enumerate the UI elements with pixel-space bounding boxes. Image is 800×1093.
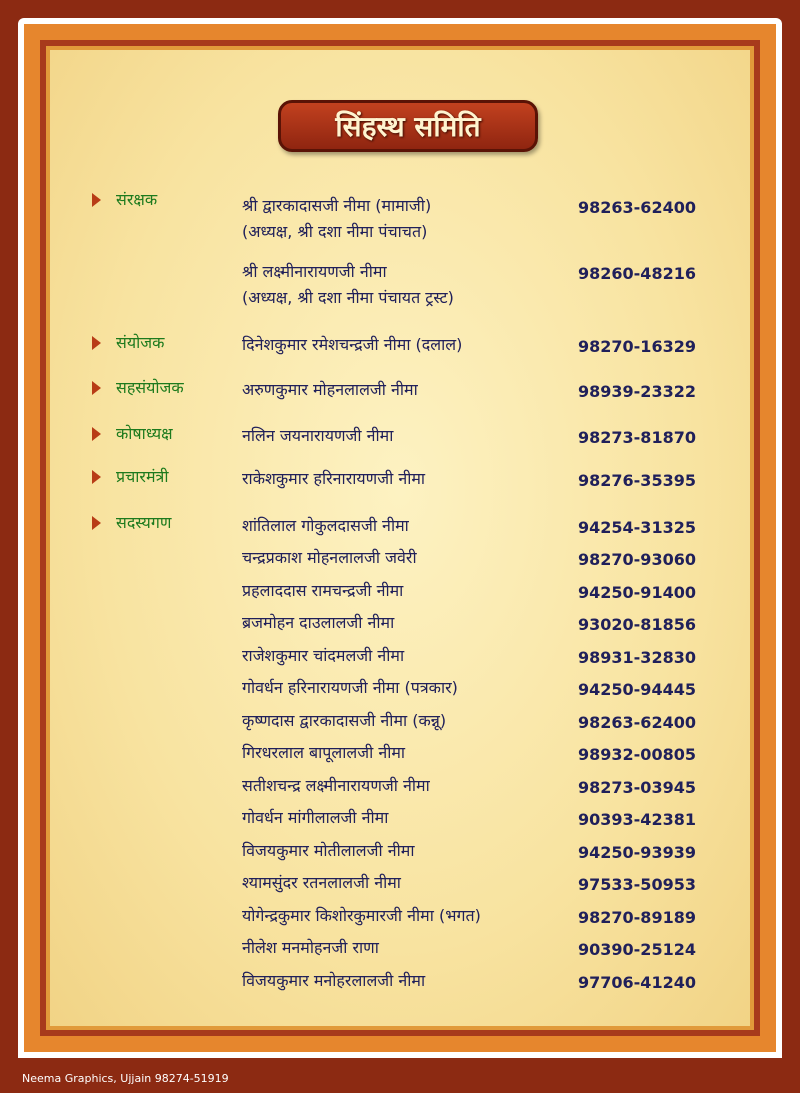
- member-name: श्री लक्ष्मीनारायणजी नीमा: [242, 262, 387, 281]
- member-phone: 98263-62400: [578, 713, 696, 732]
- member-name: चन्द्रप्रकाश मोहनलालजी जवेरी: [242, 548, 417, 567]
- member-name: विजयकुमार मोतीलालजी नीमा: [242, 841, 415, 860]
- member-name: योगेन्द्रकुमार किशोरकुमारजी नीमा (भगत): [242, 906, 481, 925]
- member-phone: 98270-16329: [578, 337, 696, 356]
- member-phone: 93020-81856: [578, 615, 696, 634]
- member-phone: 98273-03945: [578, 778, 696, 797]
- member-name: कृष्णदास द्वारकादासजी नीमा (कन्नू): [242, 711, 447, 730]
- member-name: प्रहलाददास रामचन्द्रजी नीमा: [242, 581, 404, 600]
- role-label: कोषाध्यक्ष: [116, 424, 173, 443]
- role-label: संयोजक: [116, 333, 165, 352]
- member-name: नीलेश मनमोहनजी राणा: [242, 938, 379, 957]
- member-phone: 94250-94445: [578, 680, 696, 699]
- bullet-arrow-icon: [92, 516, 101, 530]
- member-phone: 98270-89189: [578, 908, 696, 927]
- member-phone: 98260-48216: [578, 264, 696, 283]
- bullet-arrow-icon: [92, 336, 101, 350]
- title-banner: [278, 100, 538, 152]
- member-name: गिरधरलाल बापूलालजी नीमा: [242, 743, 406, 762]
- member-phone: 97533-50953: [578, 875, 696, 894]
- member-phone: 98263-62400: [578, 198, 696, 217]
- member-name: दिनेशकुमार रमेशचन्द्रजी नीमा (दलाल): [242, 335, 463, 354]
- member-name: ब्रजमोहन दाउलालजी नीमा: [242, 613, 395, 632]
- member-name: राजेशकुमार चांदमलजी नीमा: [242, 646, 405, 665]
- role-label: सहसंयोजक: [116, 378, 184, 397]
- member-phone: 94250-93939: [578, 843, 696, 862]
- member-name: गोवर्धन मांगीलालजी नीमा: [242, 808, 389, 827]
- member-name: श्री द्वारकादासजी नीमा (मामाजी): [242, 196, 432, 215]
- member-name: राकेशकुमार हरिनारायणजी नीमा: [242, 469, 426, 488]
- bullet-arrow-icon: [92, 470, 101, 484]
- member-name: सतीशचन्द्र लक्ष्मीनारायणजी नीमा: [242, 776, 430, 795]
- bullet-arrow-icon: [92, 193, 101, 207]
- member-phone: 98939-23322: [578, 382, 696, 401]
- role-label: संरक्षक: [116, 190, 158, 209]
- member-name: नलिन जयनारायणजी नीमा: [242, 426, 394, 445]
- member-phone: 94254-31325: [578, 518, 696, 537]
- member-phone: 98931-32830: [578, 648, 696, 667]
- member-name: शांतिलाल गोकुलदासजी नीमा: [242, 516, 409, 535]
- bullet-arrow-icon: [92, 427, 101, 441]
- member-note: (अध्यक्ष, श्री दशा नीमा पंचायत ट्रस्ट): [242, 288, 454, 307]
- member-phone: 98270-93060: [578, 550, 696, 569]
- member-name: अरुणकुमार मोहनलालजी नीमा: [242, 380, 418, 399]
- role-label: प्रचारमंत्री: [116, 467, 169, 486]
- member-note: (अध्यक्ष, श्री दशा नीमा पंचाचत): [242, 222, 428, 241]
- member-phone: 98273-81870: [578, 428, 696, 447]
- page-title: सिंहस्थ समिति: [335, 110, 481, 143]
- member-name: विजयकुमार मनोहरलालजी नीमा: [242, 971, 426, 990]
- role-label: सदस्यगण: [116, 513, 172, 532]
- member-phone: 98932-00805: [578, 745, 696, 764]
- member-phone: 94250-91400: [578, 583, 696, 602]
- member-phone: 97706-41240: [578, 973, 696, 992]
- member-phone: 90393-42381: [578, 810, 696, 829]
- member-phone: 90390-25124: [578, 940, 696, 959]
- member-name: श्यामसुंदर रतनलालजी नीमा: [242, 873, 401, 892]
- member-phone: 98276-35395: [578, 471, 696, 490]
- bullet-arrow-icon: [92, 381, 101, 395]
- footer-credit: Neema Graphics, Ujjain 98274-51919: [22, 1072, 229, 1085]
- member-name: गोवर्धन हरिनारायणजी नीमा (पत्रकार): [242, 678, 458, 697]
